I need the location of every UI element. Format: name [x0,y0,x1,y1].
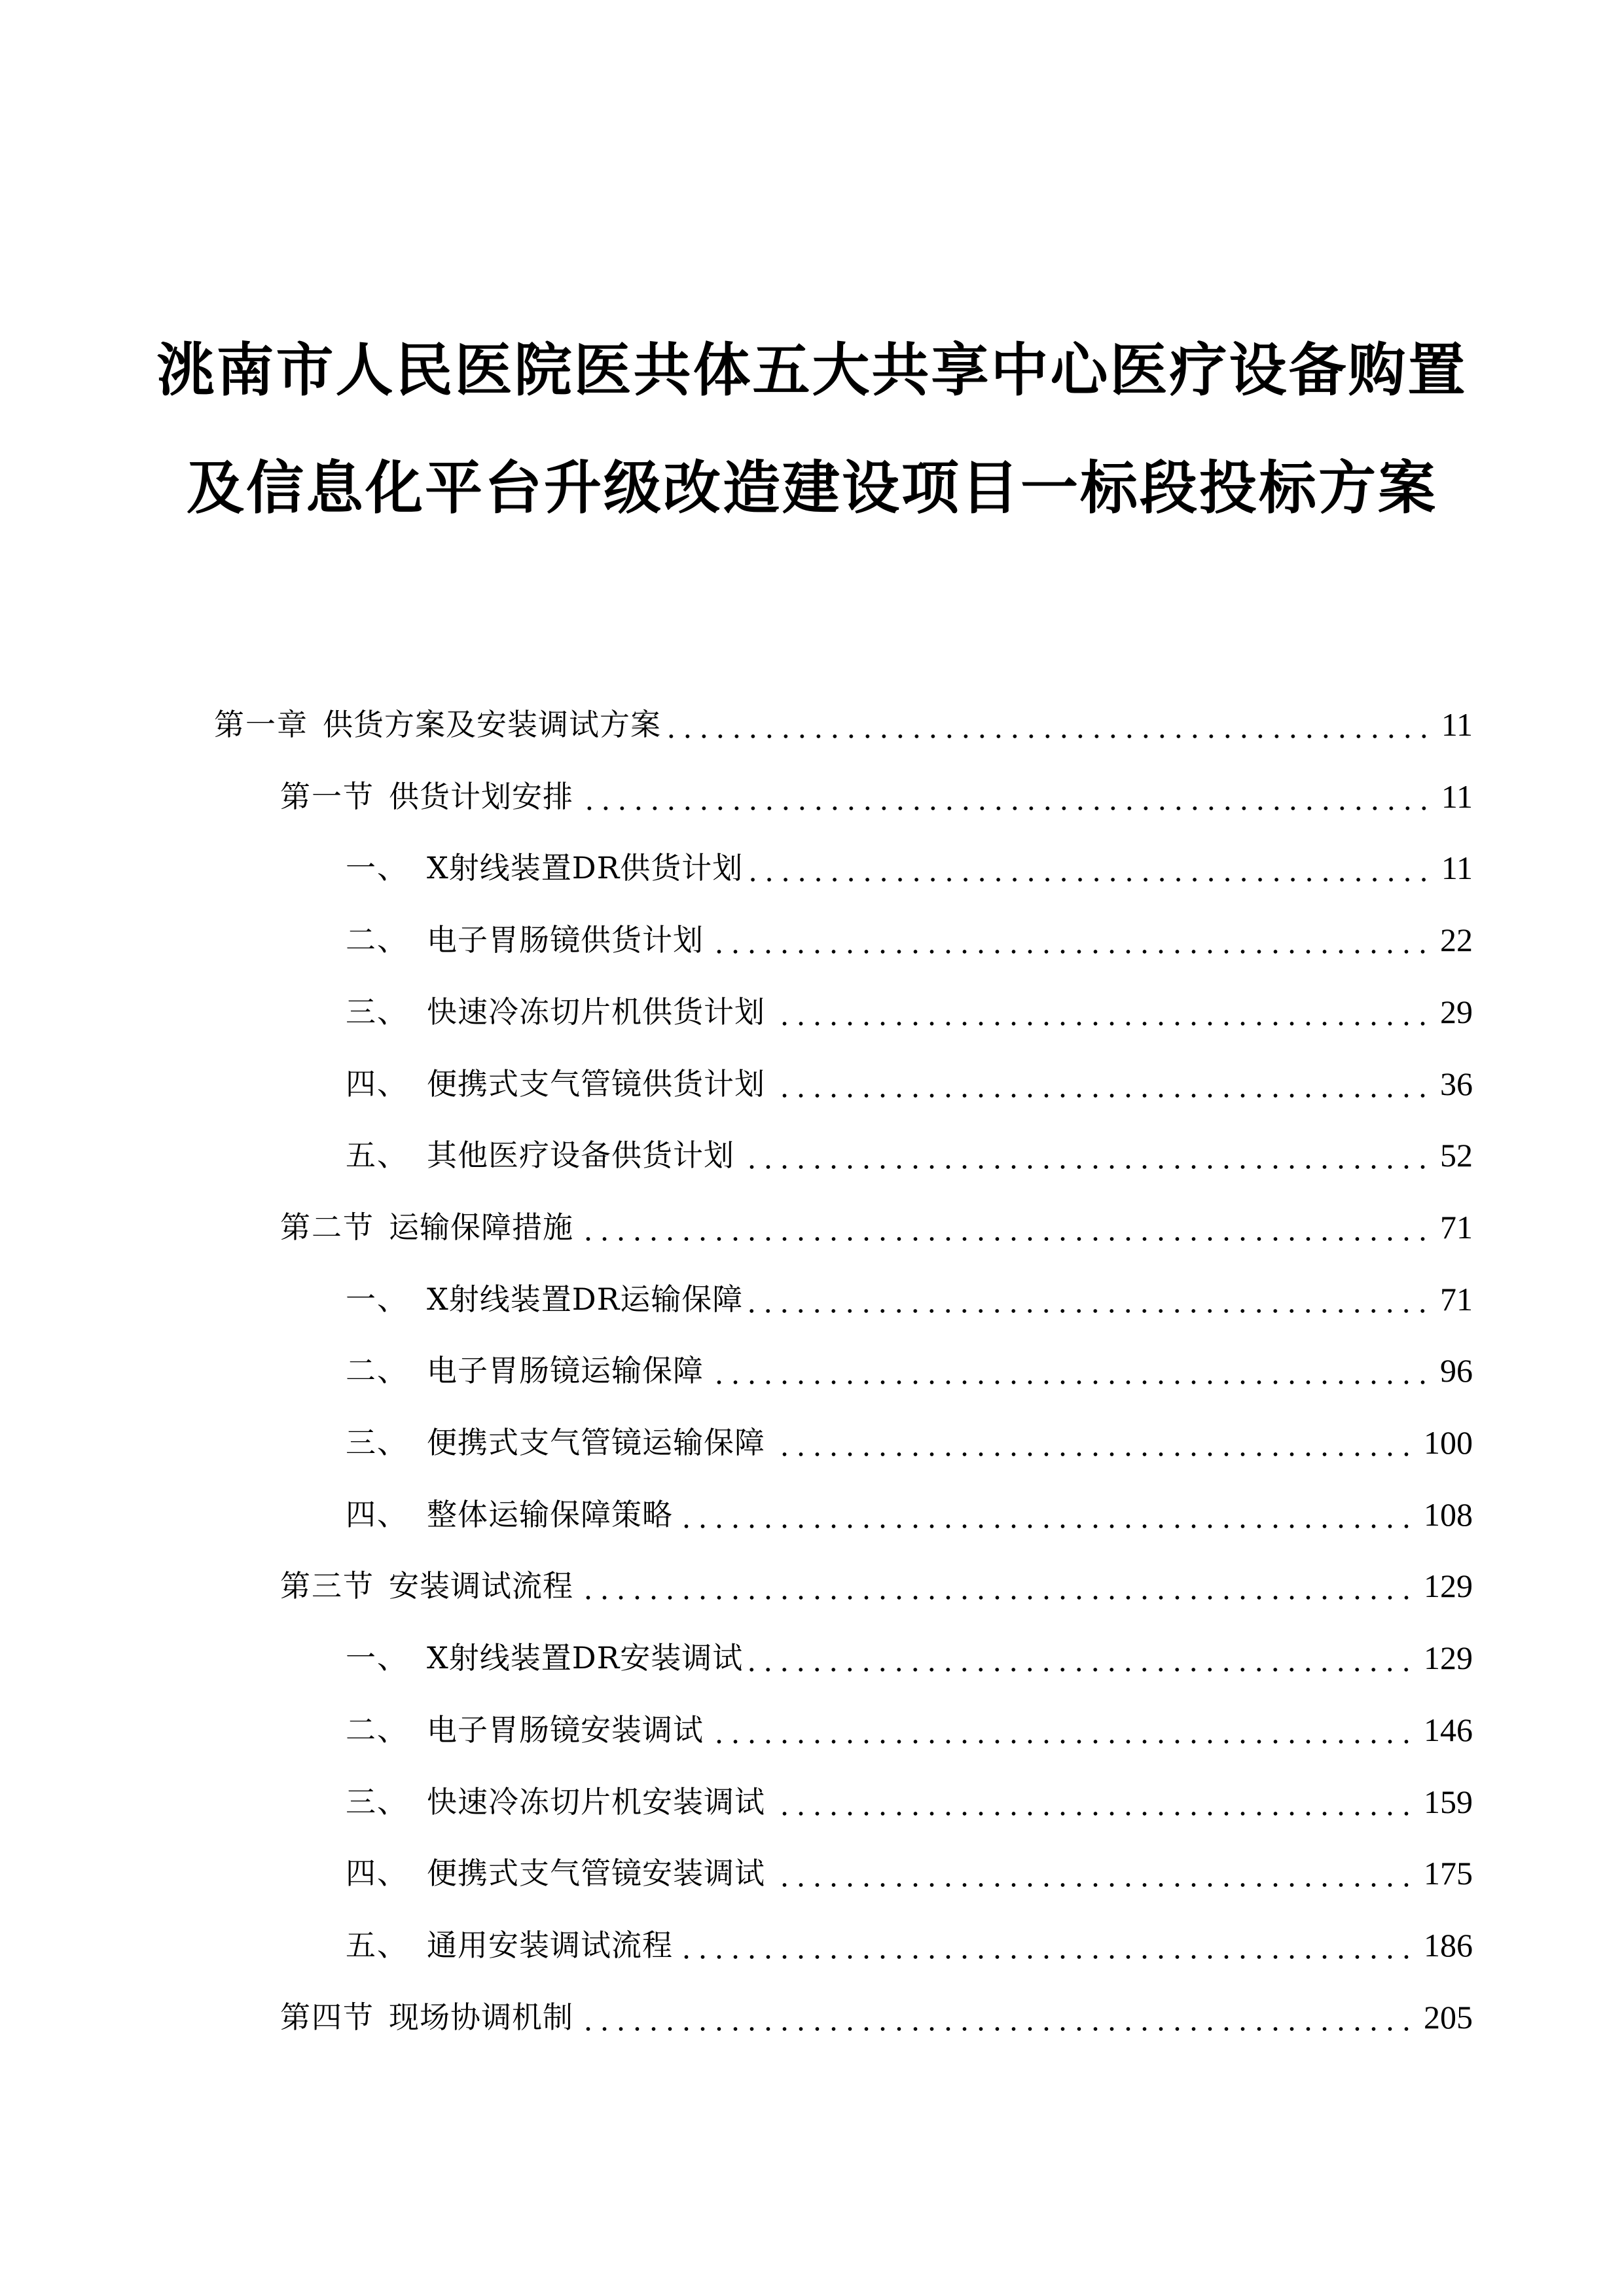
dot-leader [679,1492,1415,1537]
toc-entry-title[interactable]: 电子胃肠镜安装调试 [427,1712,704,1748]
dot-leader [679,1922,1415,1968]
toc-entry-line[interactable] [346,1348,1473,1393]
toc-entry-8[interactable] [0,1204,1624,1250]
dot-leader [580,1204,1431,1250]
toc-entry-1[interactable] [0,702,1624,747]
toc-entry-page-number[interactable]: 129 [1424,1640,1473,1677]
toc-entry-7[interactable] [0,1132,1624,1178]
toc-entry-title[interactable]: X射线装置DR运输保障 [427,1281,744,1317]
toc-entry-line[interactable] [346,1922,1473,1968]
toc-entry-number: 一、 [346,1281,408,1317]
toc-entry-title[interactable]: 快速冷冻切片机安装调试 [427,1784,765,1820]
toc-entry-title[interactable]: X射线装置DR安装调试 [427,1640,744,1676]
toc-entry-16[interactable] [0,1779,1624,1825]
toc-entry-4[interactable] [0,917,1624,963]
toc-entry-number: 三、 [346,1784,408,1820]
toc-entry-title[interactable]: 其他医疗设备供货计划 [427,1138,734,1174]
dot-leader [749,845,1432,891]
dot-leader [772,1061,1431,1107]
toc-entry-line[interactable] [346,917,1473,963]
dot-leader [772,1420,1415,1465]
toc-entry-page-number[interactable]: 175 [1424,1855,1473,1892]
dot-leader [749,1276,1431,1322]
dot-leader [710,1348,1431,1393]
toc-entry-line[interactable] [346,1779,1473,1825]
toc-entry-line[interactable] [280,1994,1473,2040]
toc-entry-number: 四、 [346,1856,408,1892]
toc-entry-page-number[interactable]: 96 [1440,1352,1473,1390]
dot-leader [772,1850,1415,1896]
toc-entry-page-number[interactable]: 11 [1441,706,1473,743]
toc-entry-number: 一、 [346,1640,408,1676]
dot-leader [749,1635,1415,1681]
toc-entry-title[interactable]: X射线装置DR供货计划 [427,850,744,886]
toc-entry-18[interactable] [0,1922,1624,1968]
toc-entry-line[interactable] [280,774,1473,819]
toc-entry-number: 三、 [346,1425,408,1460]
dot-leader [772,989,1431,1035]
toc-entry-13[interactable] [0,1563,1624,1609]
toc-entry-line[interactable] [346,989,1473,1035]
toc-entry-page-number[interactable]: 11 [1441,850,1473,887]
toc-entry-line[interactable] [346,1492,1473,1537]
toc-entry-title[interactable]: 整体运输保障策略 [427,1496,673,1532]
dot-leader [580,774,1432,819]
toc-entry-number: 第二节 [280,1209,374,1245]
document-title-line-1: 洮南市人民医院医共体五大共享中心医疗设备购置 [156,336,1468,404]
toc-entry-number: 二、 [346,1712,408,1748]
toc-entry-15[interactable] [0,1707,1624,1753]
toc-entry-line[interactable] [346,1061,1473,1107]
toc-entry-page-number[interactable]: 71 [1440,1208,1473,1246]
toc-entry-title[interactable]: 通用安装调试流程 [427,1927,673,1963]
toc-entry-title[interactable]: 便携式支气管镜供货计划 [427,1066,765,1102]
dot-leader [710,1707,1415,1753]
toc-entry-17[interactable] [0,1850,1624,1896]
toc-entry-line[interactable] [346,1276,1473,1322]
toc-entry-19[interactable] [0,1994,1624,2040]
toc-entry-title[interactable]: 电子胃肠镜供货计划 [427,922,704,958]
toc-entry-10[interactable] [0,1348,1624,1393]
dot-leader [668,702,1432,747]
toc-entry-title[interactable]: 便携式支气管镜安装调试 [427,1856,765,1892]
toc-entry-number: 第一章 [214,707,308,742]
toc-entry-page-number[interactable]: 71 [1440,1280,1473,1318]
toc-entry-title[interactable]: 快速冷冻切片机供货计划 [427,994,765,1030]
toc-entry-title[interactable]: 供货方案及安装调试方案 [323,707,661,742]
toc-entry-number: 第四节 [280,1999,374,2035]
toc-entry-page-number[interactable]: 100 [1424,1424,1473,1461]
dot-leader [580,1994,1415,2040]
toc-entry-page-number[interactable]: 205 [1424,1998,1473,2036]
toc-entry-number: 四、 [346,1066,408,1102]
toc-entry-page-number[interactable]: 108 [1424,1496,1473,1533]
toc-entry-11[interactable] [0,1420,1624,1465]
toc-entry-3[interactable] [0,845,1624,891]
toc-entry-number: 四、 [346,1496,408,1532]
dot-leader [580,1563,1415,1609]
toc-entry-title[interactable]: 供货计划安排 [389,778,573,814]
toc-entry-page-number[interactable]: 36 [1440,1065,1473,1102]
toc-entry-page-number[interactable]: 52 [1440,1137,1473,1174]
dot-leader [710,917,1431,963]
toc-entry-line[interactable] [346,1420,1473,1465]
toc-entry-number: 二、 [346,922,408,958]
toc-entry-5[interactable] [0,989,1624,1035]
toc-entry-page-number[interactable]: 146 [1424,1711,1473,1748]
toc-entry-line[interactable] [346,1707,1473,1753]
toc-entry-number: 五、 [346,1138,408,1174]
toc-entry-line[interactable] [346,1850,1473,1896]
dot-leader [772,1779,1415,1825]
toc-entry-number: 第三节 [280,1568,374,1604]
document-title-line-2: 及信息化平台升级改造建设项目一标段投标方案 [186,454,1437,522]
toc-entry-line[interactable] [280,1563,1473,1609]
toc-entry-title[interactable]: 电子胃肠镜运输保障 [427,1353,704,1389]
toc-entry-title[interactable]: 现场协调机制 [389,1999,573,2035]
toc-entry-title[interactable]: 便携式支气管镜运输保障 [427,1425,765,1460]
toc-entry-line[interactable] [346,845,1473,891]
toc-entry-page-number[interactable]: 29 [1440,993,1473,1030]
toc-entry-title[interactable]: 安装调试流程 [389,1568,573,1604]
toc-entry-2[interactable] [0,774,1624,819]
toc-entry-number: 二、 [346,1353,408,1389]
toc-entry-page-number[interactable]: 159 [1424,1783,1473,1820]
toc-entry-9[interactable] [0,1276,1624,1322]
toc-entry-line[interactable] [214,702,1473,747]
toc-entry-page-number[interactable]: 186 [1424,1926,1473,1964]
toc-entry-page-number[interactable]: 11 [1441,778,1473,815]
toc-entry-number: 一、 [346,850,408,886]
toc-entry-line[interactable] [346,1132,1473,1178]
toc-entry-title[interactable]: 运输保障措施 [389,1209,573,1245]
toc-entry-page-number[interactable]: 22 [1440,922,1473,959]
toc-entry-number: 五、 [346,1927,408,1963]
toc-entry-14[interactable] [0,1635,1624,1681]
toc-entry-number: 三、 [346,994,408,1030]
toc-entry-page-number[interactable]: 129 [1424,1568,1473,1605]
toc-entry-line[interactable] [346,1635,1473,1681]
toc-entry-6[interactable] [0,1061,1624,1107]
dot-leader [741,1132,1431,1178]
toc-entry-line[interactable] [280,1204,1473,1250]
toc-entry-12[interactable] [0,1492,1624,1537]
toc-entry-number: 第一节 [280,778,374,814]
